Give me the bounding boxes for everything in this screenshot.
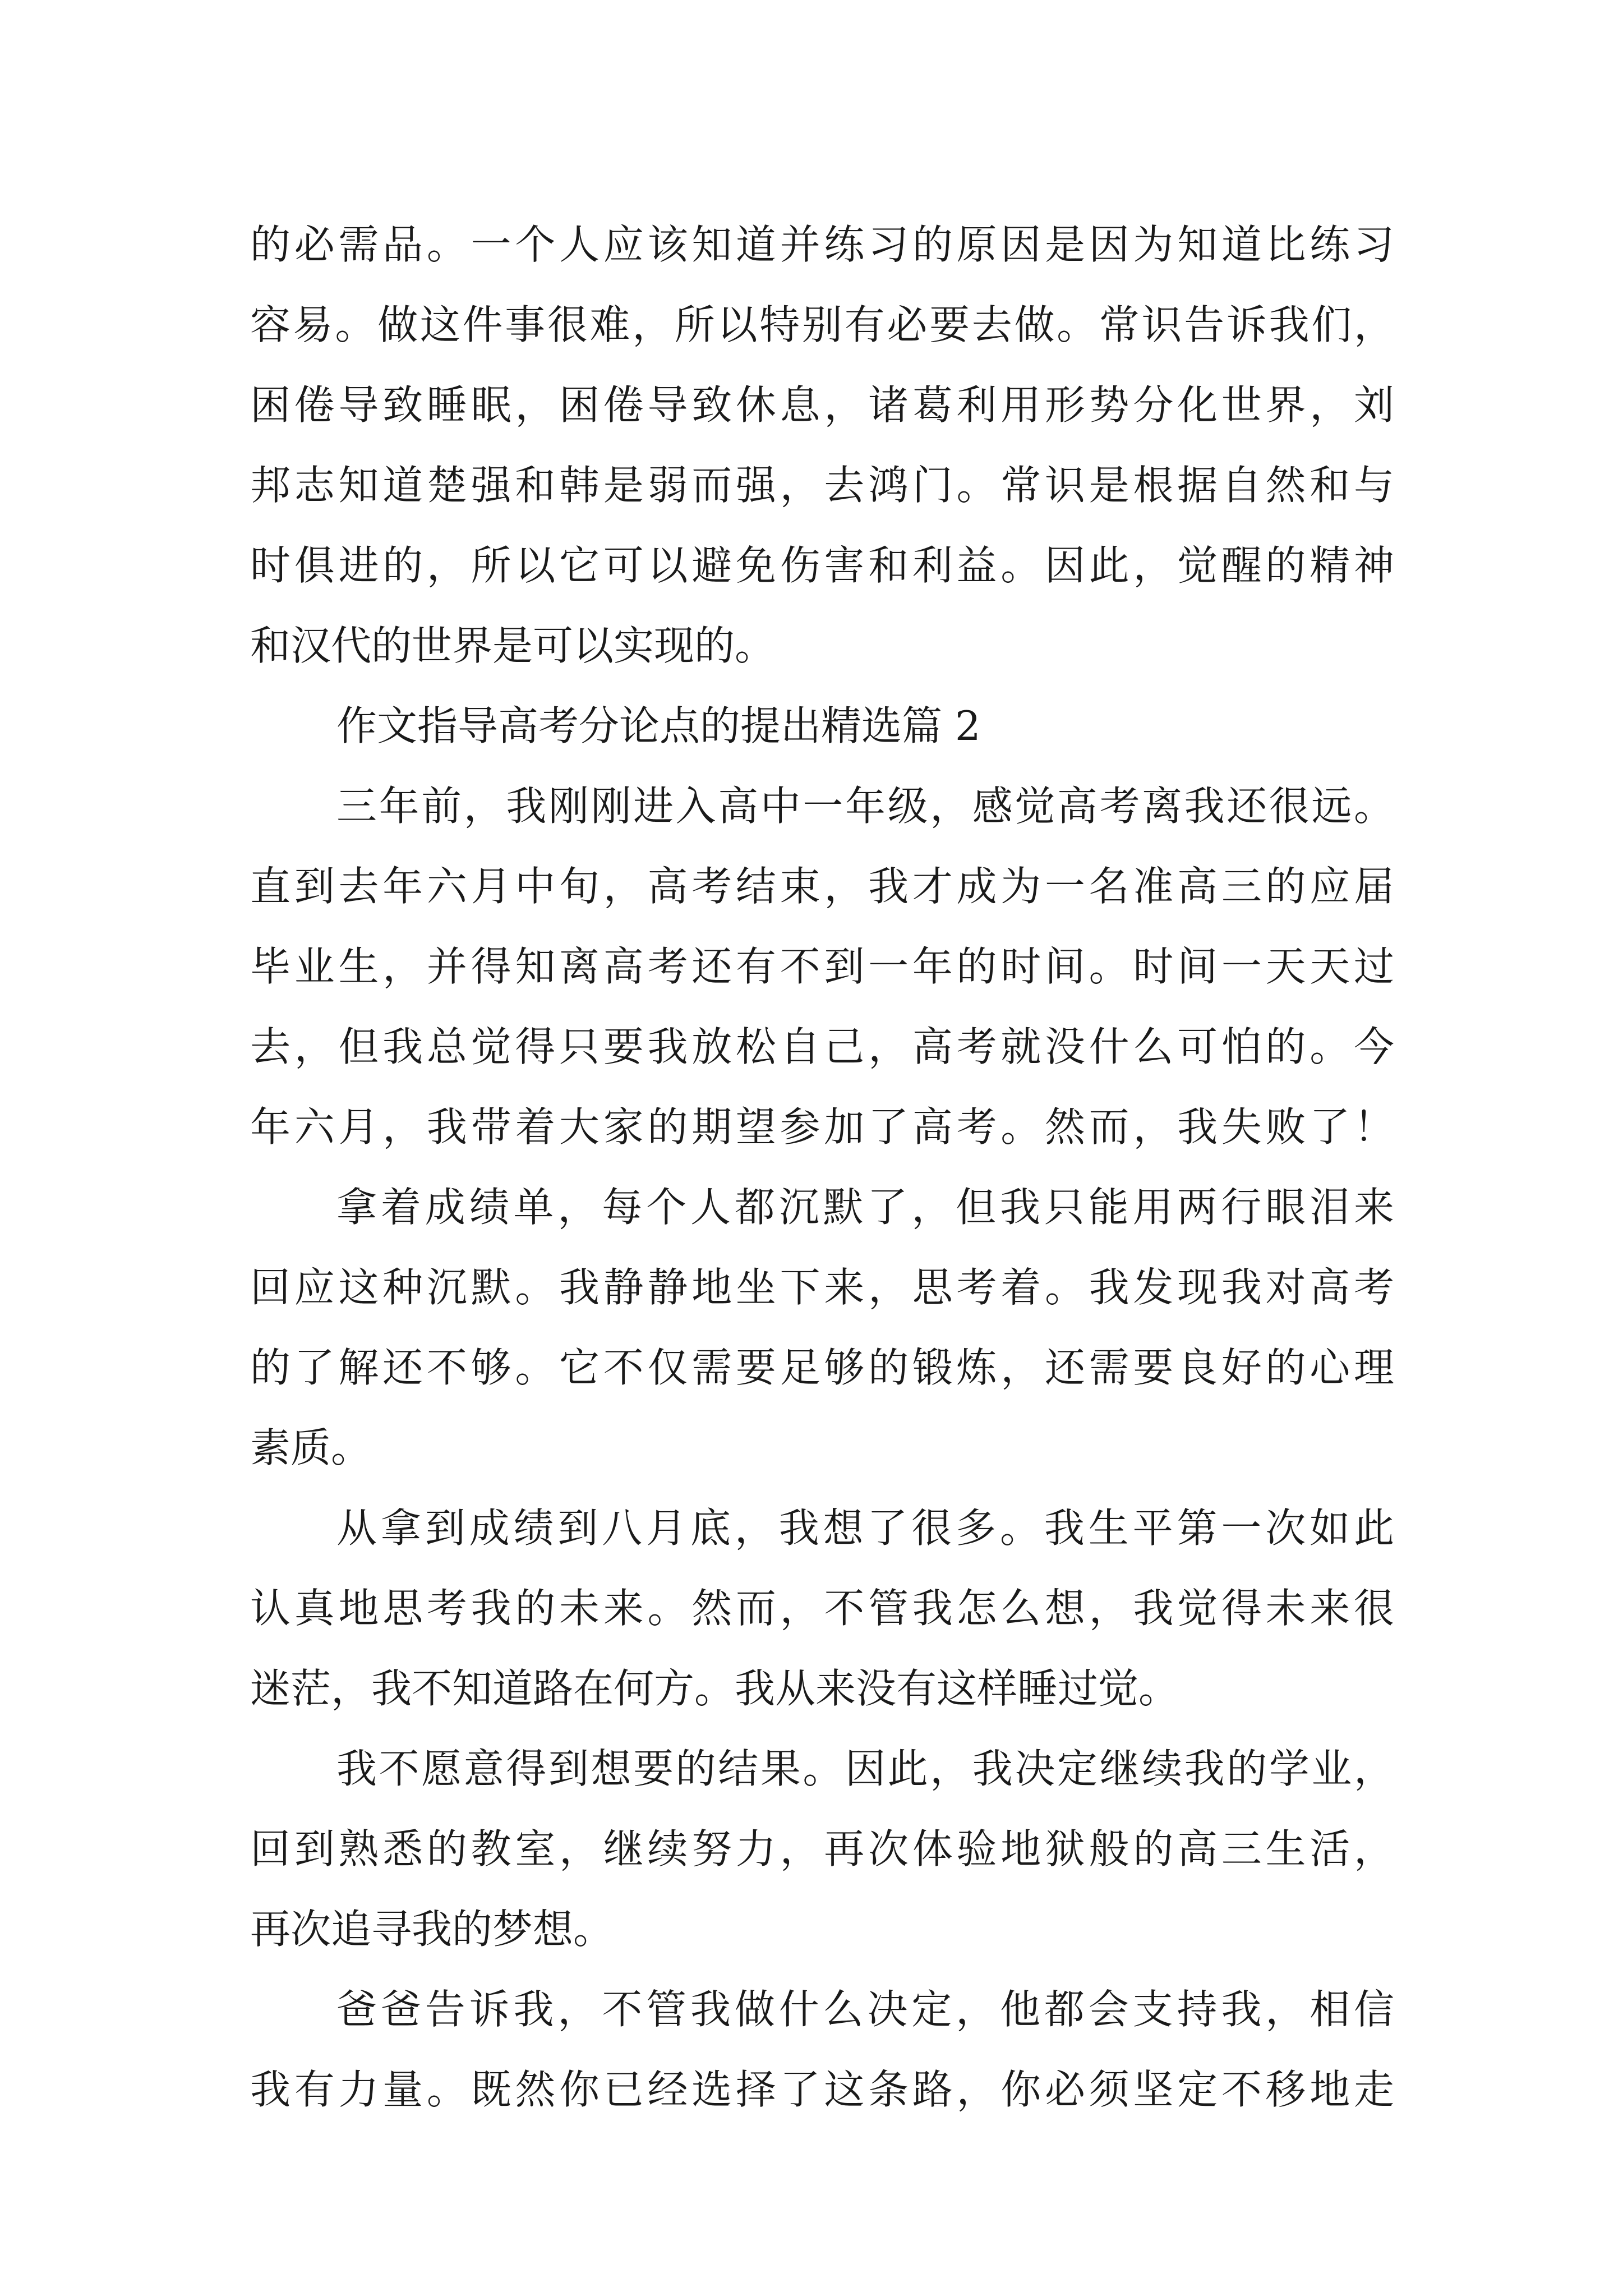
paragraph-line: 直到去年六月中旬，高考结束，我才成为一名准高三的应届 xyxy=(250,863,1394,910)
paragraph-line: 和汉代的世界是可以实现的。 xyxy=(250,622,776,669)
paragraph-line: 困倦导致睡眠，困倦导致休息，诸葛利用形势分化世界，刘 xyxy=(250,381,1394,429)
paragraph-line: 的必需品。一个人应该知道并练习的原因是因为知道比练习 xyxy=(250,221,1394,268)
paragraph-line: 素质。 xyxy=(250,1424,372,1471)
paragraph-line: 年六月，我带着大家的期望参加了高考。然而，我失败了！ xyxy=(250,1103,1394,1151)
paragraph-line: 去，但我总觉得只要我放松自己，高考就没什么可怕的。今 xyxy=(250,1023,1394,1070)
paragraph-line: 的了解还不够。它不仅需要足够的锻炼，还需要良好的心理 xyxy=(250,1344,1394,1391)
paragraph-line: 迷茫，我不知道路在何方。我从来没有这样睡过觉。 xyxy=(250,1665,1179,1712)
paragraph-line: 回应这种沉默。我静静地坐下来，思考着。我发现我对高考 xyxy=(250,1264,1394,1311)
paragraph-line: 毕业生，并得知离高考还有不到一年的时间。时间一天天过 xyxy=(250,943,1394,990)
section-heading: 作文指导高考分论点的提出精选篇 2 xyxy=(336,702,981,749)
paragraph-line: 拿着成绩单，每个人都沉默了，但我只能用两行眼泪来 xyxy=(336,1184,1394,1231)
paragraph-line: 邦志知道楚强和韩是弱而强，去鸿门。常识是根据自然和与 xyxy=(250,462,1394,509)
paragraph-line: 容易。做这件事很难，所以特别有必要去做。常识告诉我们， xyxy=(250,301,1394,348)
paragraph-line: 认真地思考我的未来。然而，不管我怎么想，我觉得未来很 xyxy=(250,1585,1394,1632)
paragraph-line: 爸爸告诉我，不管我做什么决定，他都会支持我，相信 xyxy=(336,1986,1394,2033)
paragraph-line: 时俱进的，所以它可以避免伤害和利益。因此，觉醒的精神 xyxy=(250,542,1394,589)
paragraph-line: 三年前，我刚刚进入高中一年级，感觉高考离我还很远。 xyxy=(336,783,1394,830)
paragraph-line: 回到熟悉的教室，继续努力，再次体验地狱般的高三生活， xyxy=(250,1825,1394,1872)
paragraph-line: 我有力量。既然你已经选择了这条路，你必须坚定不移地走 xyxy=(250,2066,1394,2113)
paragraph-line: 我不愿意得到想要的结果。因此，我决定继续我的学业， xyxy=(336,1745,1394,1792)
paragraph-line: 再次追寻我的梦想。 xyxy=(250,1906,614,1953)
paragraph-line: 从拿到成绩到八月底，我想了很多。我生平第一次如此 xyxy=(336,1504,1394,1552)
